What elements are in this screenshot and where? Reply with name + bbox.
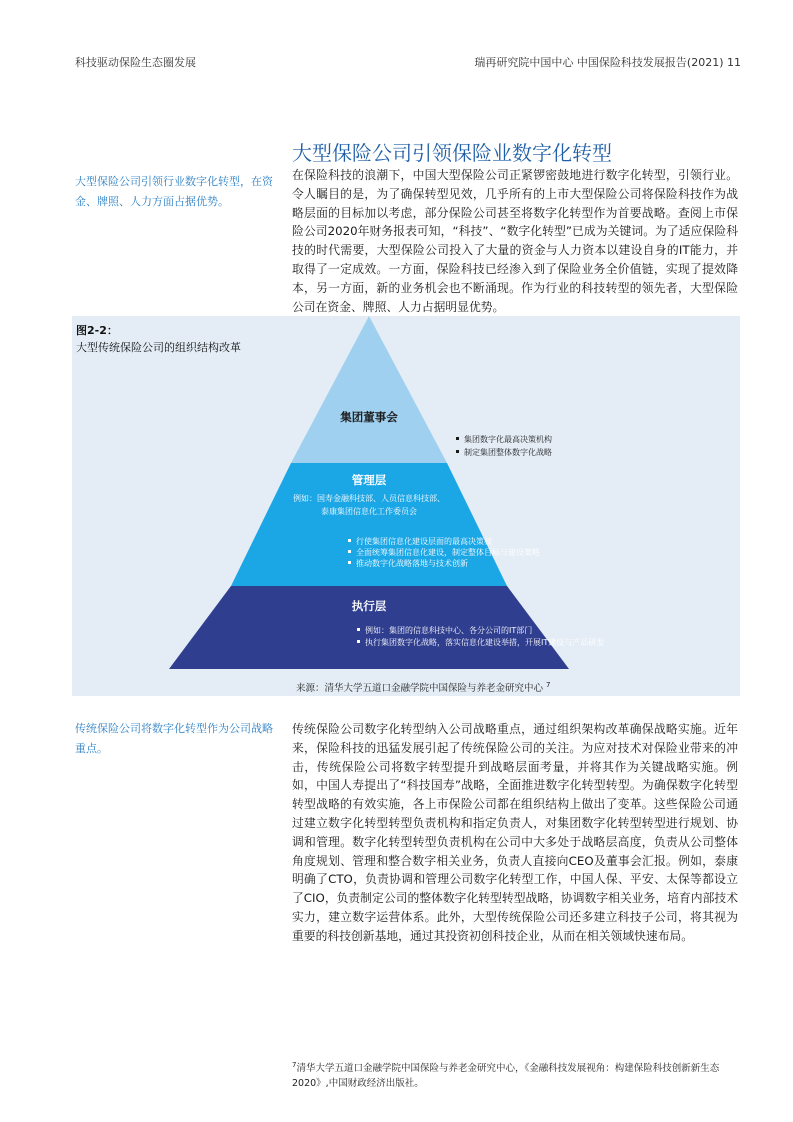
bullet-icon bbox=[348, 561, 351, 564]
figure-label: 图2-2： bbox=[76, 324, 118, 337]
footnote-marker: 7 bbox=[292, 1061, 297, 1069]
bullet-icon bbox=[348, 539, 351, 542]
figure-caption: 大型传统保险公司的组织结构改革 bbox=[76, 341, 241, 354]
bullet-icon bbox=[456, 450, 459, 453]
running-header-right: 瑞再研究院中国中心 中国保险科技发展报告(2021) 11 bbox=[474, 56, 741, 69]
bullet-icon bbox=[348, 550, 351, 553]
running-header-left: 科技驱动保险生态圈发展 bbox=[75, 56, 196, 69]
tier-bottom-bullet: 例如：集团的信息科技中心、各分公司的IT部门 bbox=[365, 626, 533, 635]
figure-panel bbox=[72, 316, 740, 696]
tier-middle-bullet: 全面统筹集团信息化建设，制定整体目标与建设策略 bbox=[356, 548, 540, 557]
body-paragraph: 在保险科技的浪潮下，中国大型保险公司正紧锣密鼓地进行数字化转型，引领行业。令人瞩目的是，为了确保转型见效，几乎所有的上市大型保险公司将保险科技作为战略层面的目标加以考虑，部分保险公司甚至将数字化转型作为首要战略。查阅上市保险公司2020年财务报表可知，“科技”、“数字化转型”已成为关键词。为了适应保险科技的时代需要，大型保险公司投入了大量的资金与人力资本以建设自身的IT能力，并取得了一定成效。一方面，保险科技已经渗入到了保险业务全价值链，实现了提效降本，另一方面，新的业务机会也不断涌现。作为行业的科技转型的领先者，大型保险公司在资金、牌照、人力占据明显优势。 bbox=[292, 168, 738, 314]
footnote bbox=[292, 1058, 738, 1091]
figure-source bbox=[296, 680, 551, 694]
pyramid-tier-top bbox=[291, 316, 447, 463]
bullet-icon bbox=[357, 640, 360, 643]
tier-top-bullet: 集团数字化最高决策机构 bbox=[464, 435, 552, 444]
tier-bottom-title: 执行层 bbox=[351, 599, 387, 613]
tier-middle-example: 例如：国寿金融科技部、人员信息科技部、 bbox=[293, 494, 445, 503]
side-note: 传统保险公司将数字化转型作为公司战略重点。 bbox=[75, 722, 273, 755]
tier-middle-title: 管理层 bbox=[351, 473, 387, 487]
tier-middle-example: 泰康集团信息化工作委员会 bbox=[321, 507, 417, 516]
footnote-text: 清华大学五道口金融学院中国保险与养老金研究中心，《金融科技发展视角：构建保险科技创新新生态2020》,中国财政经济出版社。 bbox=[292, 1063, 720, 1090]
bullet-icon bbox=[456, 437, 459, 440]
tier-middle-bullet: 推动数字化战略落地与技术创新 bbox=[356, 559, 468, 568]
tier-top-title: 集团董事会 bbox=[340, 410, 398, 424]
footnote-marker: 7 bbox=[546, 680, 551, 689]
body-paragraph: 传统保险公司数字化转型纳入公司战略重点，通过组织架构改革确保战略实施。近年来，保险科技的迅猛发展引起了传统保险公司的关注。为应对技术对保险业带来的冲击，传统保险公司将数字转型提升到战略层面考量，并将其作为关键战略实施。例如，中国人寿提出了“科技国寿”战略，全面推进数字化转型转型。为确保数字化转型转型战略的有效实施，各上市保险公司都在组织结构上做出了变革。这些保险公司通过建立数字化转型转型负责机构和指定负责人，对集团数字化转型转型进行规划、协调和管理。数字化转型转型负责机构在公司中大多处于战略层高度，负责从公司整体角度规划、管理和整合数字相关业务，负责人直接向CEO及董事会汇报。例如，泰康明确了CTO，负责协调和管理公司数字化转型工作，中国人保、平安、太保等都设立了CIO，负责制定公司的整体数字化转型转型战略，协调数字相关业务，培育内部技术实力，建立数字运营体系。此外，大型传统保险公司还多建立科技子公司，将其视为重要的科技创新基地，通过其投资初创科技企业，从而在相关领域快速布局。 bbox=[292, 722, 738, 943]
org-structure-pyramid bbox=[72, 316, 740, 696]
tier-middle-bullet: 行使集团信息化建设层面的最高决策权 bbox=[356, 537, 492, 546]
figure-source-text: 来源：清华大学五道口金融学院中国保险与养老金研究中心 bbox=[296, 683, 544, 694]
side-note: 大型保险公司引领行业数字化转型，在资金、牌照、人力方面占据优势。 bbox=[75, 175, 273, 208]
section-title: 大型保险公司引领保险业数字化转型 bbox=[292, 141, 612, 165]
bullet-icon bbox=[357, 628, 360, 631]
tier-bottom-bullet: 执行集团数字化战略，落实信息化建设举措，开展IT建设与产品研发 bbox=[365, 638, 605, 647]
tier-top-bullet: 制定集团整体数字化战略 bbox=[464, 448, 552, 457]
